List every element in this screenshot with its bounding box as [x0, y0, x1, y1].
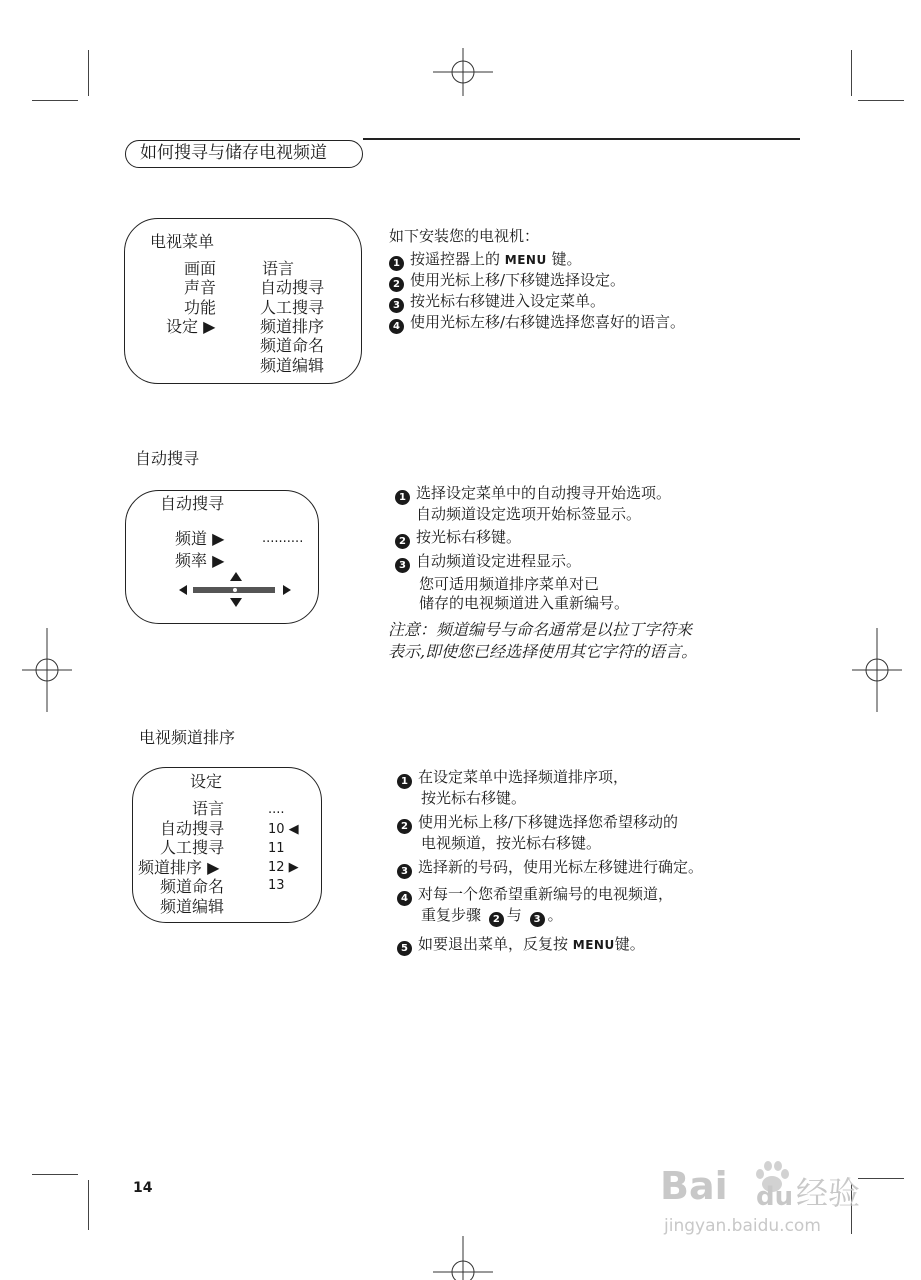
watermark-brand: Bai: [660, 1164, 728, 1208]
step-text: 使用光标上移/下移键选择设定。: [410, 271, 626, 289]
step-text: 自动频道设定进程显示。: [416, 551, 582, 570]
settings-menu-item: 自动搜寻: [160, 819, 225, 838]
registration-mark-icon: [852, 628, 902, 712]
step-text: 与: [506, 906, 522, 924]
settings-menu-item: 人工搜寻: [160, 838, 225, 857]
step-text: 自动频道设定选项开始标签显示。: [416, 505, 642, 523]
list-item: [395, 484, 671, 505]
section-heading: 电视频道排序: [139, 728, 236, 747]
step-text: 。: [547, 906, 563, 924]
step-text: 使用光标左移/右移键选择您喜好的语言。: [410, 313, 686, 331]
tv-menu-title: 电视菜单: [150, 232, 215, 251]
watermark-brand: du: [756, 1182, 794, 1212]
registration-mark-icon: [433, 48, 493, 96]
settings-menu-item: 频道编辑: [160, 897, 225, 916]
list-item-continuation: [395, 594, 671, 614]
tv-submenu-item: 语言: [262, 259, 295, 278]
watermark: [660, 1160, 870, 1240]
step-text: 储存的电视频道进入重新编号。: [419, 594, 630, 612]
channel-number-value: ....: [268, 802, 285, 817]
instruction-list: [397, 768, 703, 956]
registration-mark-icon: [22, 628, 72, 712]
frequency-slider-icon: [177, 570, 293, 608]
step-text: 电视频道，按光标右移键。: [421, 834, 602, 852]
channel-number-value: 10 ◀: [268, 822, 299, 837]
tv-menu-item: 声音: [184, 278, 217, 297]
note-text: [388, 619, 697, 663]
list-item: [389, 313, 685, 334]
step-text: 使用光标上移/下移键选择您希望移动的: [418, 813, 679, 831]
page-title: 如何搜寻与储存电视频道: [125, 140, 363, 168]
list-item: [397, 858, 703, 879]
step-number-badge: 3: [389, 298, 404, 313]
list-item: [397, 768, 703, 789]
step-text: 按光标右移键。: [416, 527, 522, 546]
step-number-badge: 1: [397, 774, 412, 789]
step-number-badge: 3: [397, 864, 412, 879]
step-number-badge: 4: [397, 891, 412, 906]
list-item: [395, 552, 671, 573]
step-text: 键。: [614, 935, 645, 953]
step-number-badge: 2: [397, 819, 412, 834]
list-item: [397, 885, 703, 906]
settings-menu-item: 频道命名: [160, 877, 225, 896]
crop-mark: [32, 100, 78, 101]
section-heading: 自动搜寻: [135, 449, 200, 468]
tv-submenu-item: 频道命名: [260, 336, 325, 355]
step-text: 按遥控器上的: [410, 250, 501, 268]
settings-menu-item: 语言: [192, 799, 225, 818]
step-text: 对每一个您希望重新编号的电视频道，: [418, 885, 674, 903]
list-item: [395, 528, 671, 549]
step-text: 按光标右移键。: [421, 789, 527, 807]
intro-text: 如下安装您的电视机：: [389, 227, 540, 245]
tv-submenu-item: 人工搜寻: [260, 298, 325, 317]
tv-submenu-item: 频道排序: [260, 317, 325, 336]
step-text: 重复步骤: [421, 906, 482, 924]
list-item: [397, 935, 703, 956]
watermark-brand-cn: 经验: [796, 1174, 861, 1212]
watermark-url: jingyan.baidu.com: [664, 1216, 821, 1236]
step-number-badge: 4: [389, 319, 404, 334]
list-item-continuation: [397, 906, 703, 927]
instruction-list: [395, 484, 671, 614]
tv-menu-item: 功能: [184, 298, 217, 317]
settings-menu-item-selected: 频道排序 ▶: [138, 858, 220, 877]
list-item-continuation: [397, 789, 703, 807]
menu-key-label: MENU: [504, 253, 547, 267]
step-number-badge: 3: [395, 558, 410, 573]
tv-submenu-item: 频道编辑: [260, 356, 325, 375]
step-text: 选择新的号码，使用光标左移键进行确定。: [418, 858, 704, 876]
step-reference-badge: 2: [489, 912, 504, 927]
settings-menu-title: 设定: [190, 772, 223, 791]
instruction-list: [389, 250, 685, 334]
step-text: 在设定菜单中选择频道排序项，: [418, 768, 629, 786]
step-number-badge: 1: [389, 256, 404, 271]
auto-search-channel-label: 频道 ▶: [175, 529, 225, 548]
channel-number-value: 12 ▶: [268, 860, 299, 875]
note-line: 表示,即使您已经选择使用其它字符的语言。: [388, 642, 698, 661]
tv-menu-item-selected: 设定 ▶: [166, 317, 216, 336]
auto-search-menu-title: 自动搜寻: [160, 494, 225, 513]
step-number-badge: 1: [395, 490, 410, 505]
crop-mark: [88, 1180, 89, 1230]
channel-number-value: 13: [268, 878, 285, 893]
auto-search-channel-value: ..........: [262, 531, 304, 546]
step-text: 如要退出菜单，反复按: [418, 935, 569, 953]
step-number-badge: 2: [395, 534, 410, 549]
list-item: [389, 292, 685, 313]
channel-number-value: 11: [268, 841, 285, 856]
crop-mark: [858, 100, 904, 101]
step-text: 选择设定菜单中的自动搜寻开始选项。: [416, 484, 672, 502]
step-number-badge: 2: [389, 277, 404, 292]
tv-submenu-item: 自动搜寻: [260, 278, 325, 297]
auto-search-frequency-label: 频率 ▶: [175, 551, 225, 570]
list-item: [389, 271, 685, 292]
menu-key-label: MENU: [572, 938, 615, 952]
crop-mark: [851, 50, 852, 96]
tv-menu-item: 画面: [184, 259, 217, 278]
step-reference-badge: 3: [530, 912, 545, 927]
list-item-continuation: [395, 575, 671, 595]
step-text: 按光标右移键进入设定菜单。: [410, 292, 606, 310]
list-item: [389, 250, 685, 271]
registration-mark-icon: [433, 1236, 493, 1280]
crop-mark: [32, 1174, 78, 1175]
step-number-badge: 5: [397, 941, 412, 956]
step-text: 您可适用频道排序菜单对已: [419, 574, 600, 593]
list-item-continuation: [397, 834, 703, 852]
header-rule: [363, 138, 800, 140]
crop-mark: [88, 50, 89, 96]
note-line: 注意：频道编号与命名通常是以拉丁字符来: [388, 620, 693, 639]
list-item: [397, 813, 703, 834]
step-text: 键。: [551, 250, 582, 268]
page-number: 14: [133, 1180, 153, 1196]
list-item-continuation: [395, 505, 671, 525]
